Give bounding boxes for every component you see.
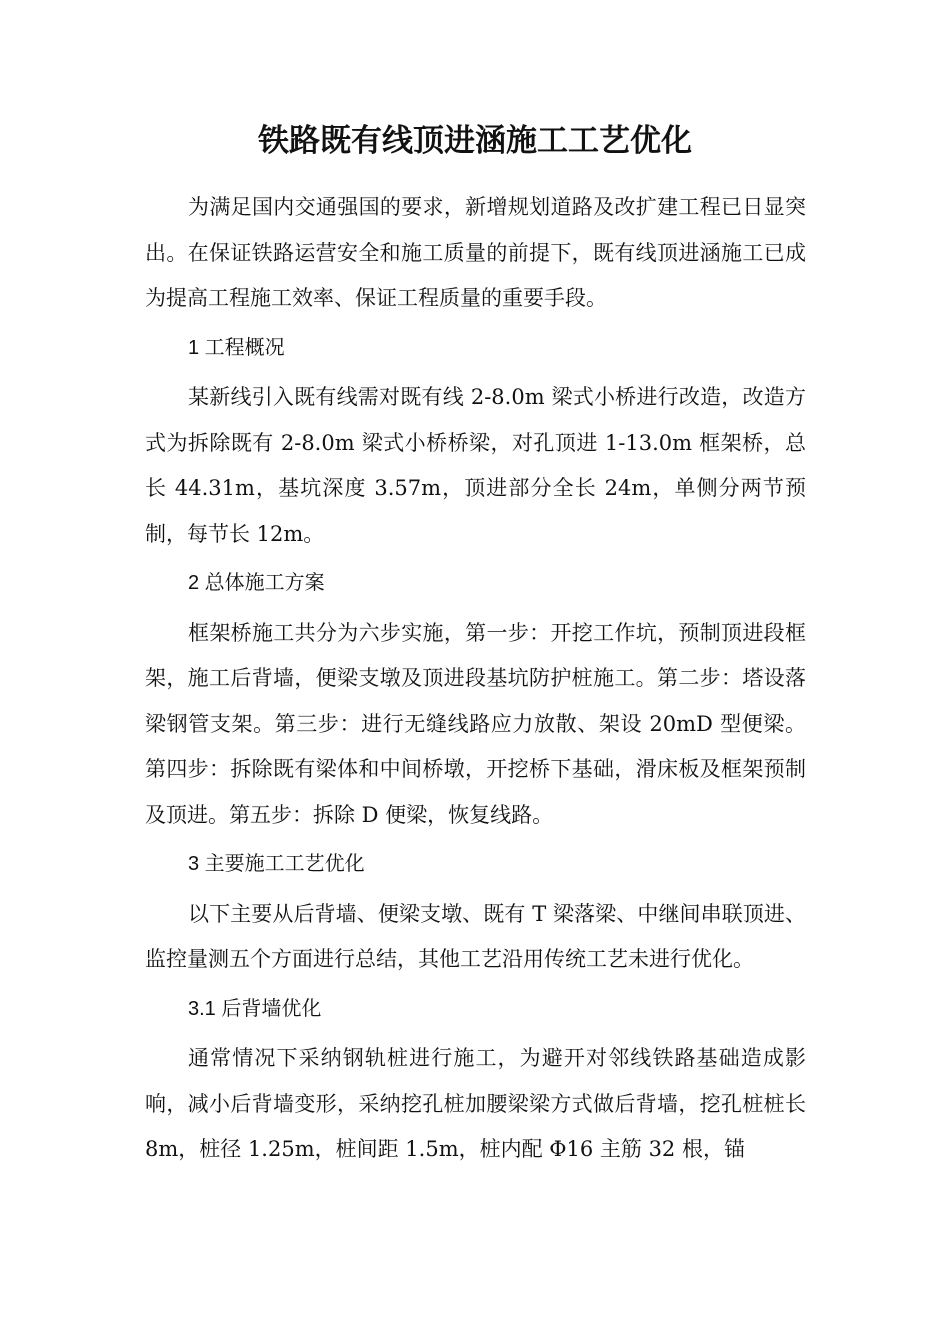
document-body — [145, 185, 806, 1177]
paragraph-optimization-summary: 以下主要从后背墙、便梁支墩、既有 T 梁落梁、中继间串联顶进、监控量测五个方面进行总结，其他工艺沿用传统工艺未进行优化。 — [145, 901, 806, 971]
section-heading-2: 2 总体施工方案 — [188, 572, 325, 594]
paragraph-back-wall: 通常情况下采纳钢轨桩进行施工，为避开对邻线铁路基础造成影响，减小后背墙变形，采纳挖孔桩加腰梁梁方式做后背墙，挖孔桩桩长 8m，桩径 1.25m，桩间距 1.5m，桩内配 Φ16 主筋 32 根，锚 — [145, 1046, 806, 1161]
paragraph-intro: 为满足国内交通强国的要求，新增规划道路及改扩建工程已日显突出。在保证铁路运营安全和施工质量的前提下，既有线顶进涵施工已成为提高工程施工效率、保证工程质量的重要手段。 — [145, 195, 806, 310]
section-heading-3: 3 主要施工工艺优化 — [188, 853, 365, 875]
paragraph-project-overview: 某新线引入既有线需对既有线 2-8.0m 梁式小桥进行改造，改造方式为拆除既有 2-8.0m 梁式小桥桥梁，对孔顶进 1-13.0m 框架桥，总长 44.31m，基坑深度 3.57m，顶进部分全长 24m，单侧分两节预制，每节长 12m。 — [145, 385, 806, 546]
document-title: 铁路既有线顶进涵施工工艺优化 — [258, 123, 692, 159]
section-heading-1: 1 工程概况 — [188, 336, 285, 359]
section-heading-3-1: 3.1 后背墙优化 — [188, 997, 322, 1020]
paragraph-construction-plan: 框架桥施工共分为六步实施，第一步：开挖工作坑，预制顶进段框架，施工后背墙，便梁支墩及顶进段基坑防护桩施工。第二步：塔设落梁钢管支架。第三步：进行无缝线路应力放散、架设 20mD 型便梁。第四步：拆除既有梁体和中间桥墩，开挖桥下基础，滑床板及框架预制及顶进。第五步：拆除 D 便梁，恢复线路。 — [145, 620, 806, 827]
